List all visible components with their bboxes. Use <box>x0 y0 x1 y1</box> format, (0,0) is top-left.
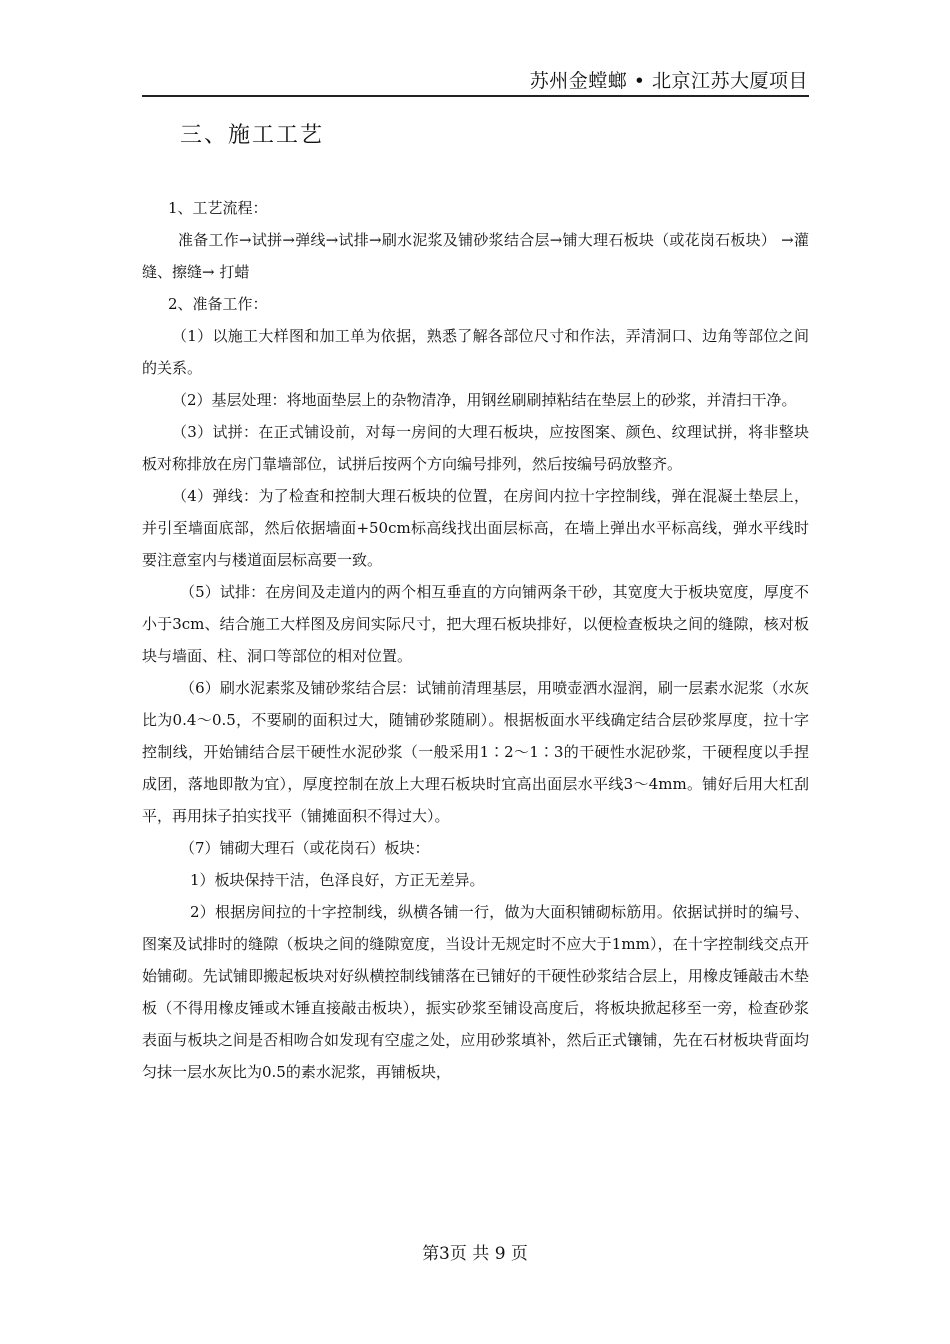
header-title: 苏州金螳螂 • 北京江苏大厦项目 <box>529 70 808 92</box>
header-divider <box>142 95 809 97</box>
prep-step-6: （6）刷水泥素浆及铺砂浆结合层：试铺前清理基层，用喷壶洒水湿润，刷一层素水泥浆（水灰比为0.4～0.5，不要刷的面积过大，随铺砂浆随刷）。根据板面水平线确定结合层砂浆厚度，拉十字控制线，开始铺结合层干硬性水泥砂浆（一般采用1∶2～1∶3的干硬性水泥砂浆，干硬程度以手捏成团，落地即散为宜），厚度控制在放上大理石板块时宜高出面层水平线3～4mm。铺好后用大杠刮平，再用抹子拍实找平（铺摊面积不得过大）。 <box>142 679 809 825</box>
document-body <box>142 192 809 1088</box>
flow-heading: 1、工艺流程： <box>168 199 268 217</box>
prep-step-4: （4）弹线：为了检查和控制大理石板块的位置，在房间内拉十字控制线，弹在混凝土垫层上，并引至墙面底部，然后依据墙面+50cm标高线找出面层标高，在墙上弹出水平标高线，弹水平线时要注意室内与楼道面层标高要一致。 <box>142 487 809 569</box>
prep-step-1: （1）以施工大样图和加工单为依据，熟悉了解各部位尺寸和作法，弄清洞口、边角等部位之间的关系。 <box>142 327 809 377</box>
flow-paragraph: 准备工作→试拼→弹线→试排→刷水泥浆及铺砂浆结合层→铺大理石板块（或花岗石板块） →灌缝、擦缝→ 打蜡 <box>142 231 809 281</box>
prep-step-7-2: 2）根据房间拉的十字控制线，纵横各铺一行，做为大面积铺砌标筋用。依据试拼时的编号、图案及试排时的缝隙（板块之间的缝隙宽度，当设计无规定时不应大于1mm），在十字控制线交点开始铺砌。先试铺即搬起板块对好纵横控制线铺落在已铺好的干硬性砂浆结合层上，用橡皮锤敲击木垫板（不得用橡皮锤或木锤直接敲击板块），振实砂浆至铺设高度后，将板块掀起移至一旁，检查砂浆表面与板块之间是否相吻合如发现有空虚之处，应用砂浆填补，然后正式镶铺，先在石材板块背面均匀抹一层水灰比为0.5的素水泥浆，再铺板块， <box>142 903 809 1081</box>
page-footer <box>0 1239 950 1264</box>
section-title: 三、施工工艺 <box>180 123 325 148</box>
prep-step-3: （3）试拼：在正式铺设前，对每一房间的大理石板块，应按图案、颜色、纹理试拼，将非整块板对称排放在房门靠墙部位，试拼后按两个方向编号排列，然后按编号码放整齐。 <box>142 423 809 473</box>
page-total: 共 9 页 <box>472 1244 528 1264</box>
prep-step-7: （7）铺砌大理石（或花岗石）板块： <box>180 839 430 857</box>
prep-step-5: （5）试排：在房间及走道内的两个相互垂直的方向铺两条干砂，其宽度大于板块宽度，厚度不小于3cm、结合施工大样图及房间实际尺寸，把大理石板块排好，以便检查板块之间的缝隙，核对板块与墙面、柱、洞口等部位的相对位置。 <box>142 583 809 665</box>
prep-heading: 2、准备工作： <box>168 295 268 313</box>
page-number: 第3页 <box>422 1244 467 1264</box>
prep-step-7-1: 1）板块保持干洁，色泽良好，方正无差异。 <box>190 871 485 889</box>
prep-step-2: （2）基层处理：将地面垫层上的杂物清净，用钢丝刷刷掉粘结在垫层上的砂浆，并清扫干净。 <box>172 391 797 409</box>
